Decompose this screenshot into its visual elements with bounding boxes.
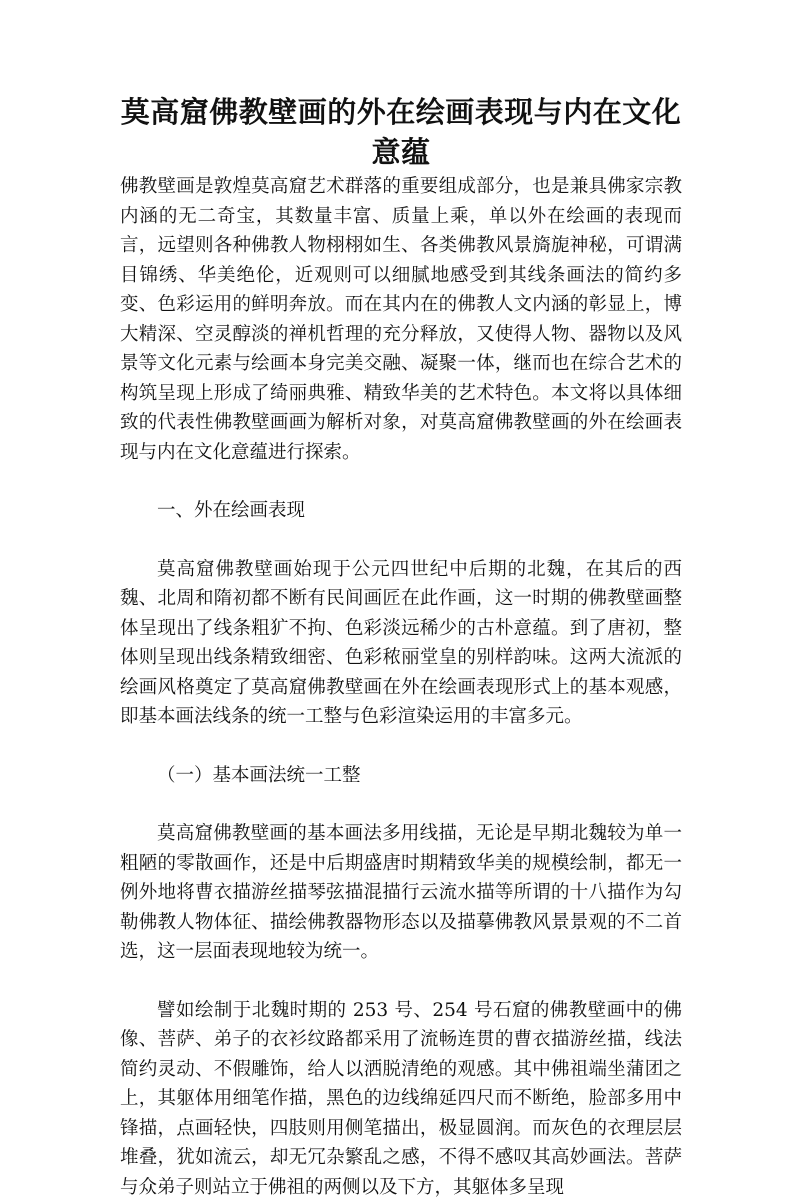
subsection-paragraph-line-drawing: 莫高窟佛教壁画的基本画法多用线描，无论是早期北魏较为单一粗陋的零散画作，还是中后期盛唐时期精致华美的规模绘制，都无一例外地将曹衣描游丝描琴弦描混描行云流水描等所谓的十八描作为勾勒佛教人物体征、描绘佛教器物形态以及描摹佛教风景景观的不二首选，这一层面表现地较为统一。: [120, 819, 682, 967]
section-heading-external-painting: 一、外在绘画表现: [120, 496, 682, 526]
document-page: [120, 92, 682, 1202]
document-title: 莫高窟佛教壁画的外在绘画表现与内在文化意蕴: [120, 92, 682, 172]
subsection-paragraph-example-caves: 譬如绘制于北魏时期的 253 号、254 号石窟的佛教壁画中的佛像、菩萨、弟子的衣衫纹路都采用了流畅连贯的曹衣描游丝描，线法简约灵动、不假雕饰，给人以洒脱清绝的观感。其中佛祖端坐蒲团之上，其躯体用细笔作描，黑色的边线绵延四尺而不断绝，脸部多用中锋描，点画轻快，四肢则用侧笔描出，极显圆润。而灰色的衣理层层堆叠，犹如流云，却无冗杂繁乱之感，不得不感叹其高妙画法。菩萨与众弟子则站立于佛祖的两侧以及下方，其躯体多呈现: [120, 996, 682, 1202]
abstract-paragraph: 佛教壁画是敦煌莫高窟艺术群落的重要组成部分，也是兼具佛家宗教内涵的无二奇宝，其数量丰富、质量上乘，单以外在绘画的表现而言，远望则各种佛教人物栩栩如生、各类佛教风景旖旎神秘，可谓满目锦绣、华美绝伦，近观则可以细腻地感受到其线条画法的简约多变、色彩运用的鲜明奔放。而在其内在的佛教人文内涵的彰显上，博大精深、空灵醇淡的禅机哲理的充分释放，又使得人物、器物以及风景等文化元素与绘画本身完美交融、凝聚一体，继而也在综合艺术的构筑呈现上形成了绮丽典雅、精致华美的艺术特色。本文将以具体细致的代表性佛教壁画画为解析对象，对莫高窟佛教壁画的外在绘画表现与内在文化意蕴进行探索。: [120, 172, 682, 467]
section-paragraph: 莫高窟佛教壁画始现于公元四世纪中后期的北魏，在其后的西魏、北周和隋初都不断有民间画匠在此作画，这一时期的佛教壁画整体呈现出了线条粗犷不拘、色彩淡远稀少的古朴意蕴。到了唐初，整体则呈现出线条精致细密、色彩秾丽堂皇的别样韵味。这两大流派的绘画风格奠定了莫高窟佛教壁画在外在绘画表现形式上的基本观感，即基本画法线条的统一工整与色彩渲染运用的丰富多元。: [120, 555, 682, 732]
subsection-heading-basic-technique: （一）基本画法统一工整: [120, 761, 682, 791]
